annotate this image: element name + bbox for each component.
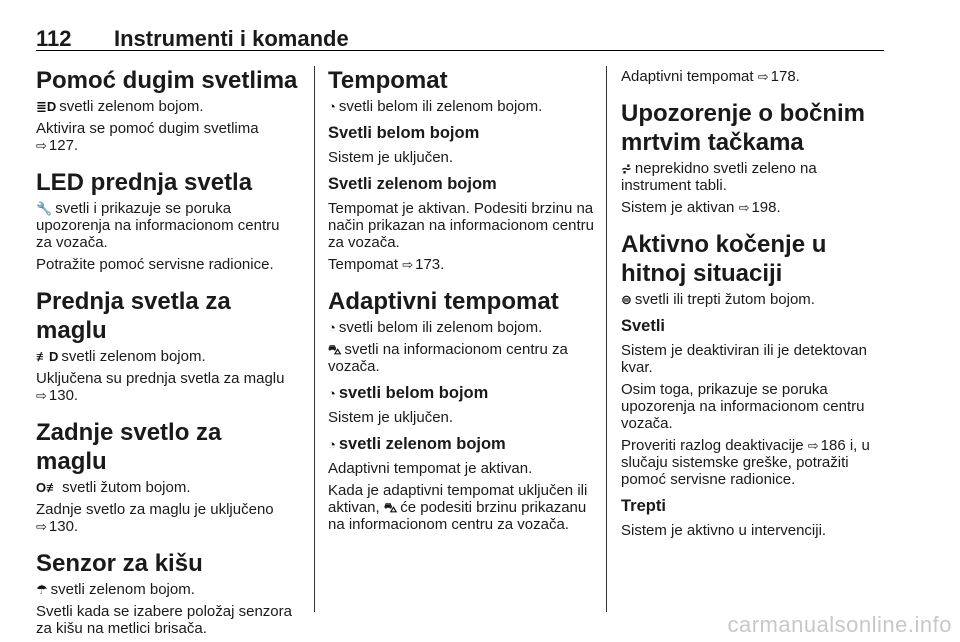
watermark: carmanualsonline.info [727,612,952,637]
column-3 [621,66,889,539]
section-heading: Upozorenje o bočnim mrtvim tačkama [621,100,866,156]
reference-arrow-icon: ⇨ [402,257,414,272]
reference-arrow-icon: ⇨ [757,69,769,84]
cruise-control-icon: ◔ [328,99,336,114]
subheading: Svetli [621,317,666,335]
subheading: Svetli belom bojom [328,124,480,142]
paragraph: Osim toga, prikazuje se poruka upozorenja na informacionom centru vozača. [621,381,865,432]
reference-arrow-icon: ⇨ [807,438,819,453]
paragraph: ☂ svetli zelenom bojom. [36,581,195,598]
wrench-icon: 🔧 [36,201,53,216]
paragraph: ◔ svetli belom ili zelenom bojom. [328,98,543,115]
page-title: Instrumenti i komande [114,26,349,51]
paragraph: Tempomat je aktivan. Podesiti brzinu na način prikazan na informacionom centru za vozača. [328,200,594,251]
paragraph: Sistem je deaktiviran ili je detektovan kvar. [621,342,867,376]
subheading: Trepti [621,497,666,515]
paragraph: O≢ svetli žutom bojom. [36,479,191,496]
section-heading: Senzor za kišu [36,550,203,577]
subheading: ◔ svetli belom bojom [328,384,489,402]
section-heading: Adaptivni tempomat [328,288,559,315]
paragraph: Sistem je aktivno u intervenciji. [621,522,827,539]
cruise-control-icon: ◔ [328,386,336,401]
reference-arrow-icon: ⇨ [36,138,47,153]
paragraph: Svetli kada se izabere položaj senzora za kišu na metlici brisača. [36,603,292,637]
paragraph: ⛍ svetli na informacionom centru za vozača. [328,341,568,375]
paragraph: Kada je adaptivni tempomat uključen ili aktivan, ⛍ će podesiti brzinu prikazanu na informacionom centru za vozača. [328,482,588,533]
rear-fog-light-icon: O≢ [36,480,60,495]
paragraph: Uključena su prednja svetla za maglu ⇨ 130. [36,370,285,404]
paragraph: ≢D svetli zelenom bojom. [36,348,206,365]
paragraph: Sistem je uključen. [328,409,454,426]
paragraph: Zadnje svetlo za maglu je uključeno ⇨ 130. [36,501,274,535]
column-2 [328,66,594,533]
section-heading: Prednja svetla za maglu [36,288,231,344]
paragraph: Sistem je aktivan ⇨ 198. [621,199,781,216]
section-heading: Pomoć dugim svetlima [36,67,298,94]
paragraph: Adaptivni tempomat je aktivan. [328,460,533,477]
paragraph: Potražite pomoć servisne radionice. [36,256,274,273]
section-heading: LED prednja svetla [36,169,253,196]
vehicle-ahead-icon: ⛍ [328,342,342,357]
paragraph: Adaptivni tempomat ⇨ 178. [621,68,800,85]
cruise-control-icon: ◔ [328,437,336,452]
cruise-control-icon: ◔ [328,320,336,335]
paragraph: 🔧 svetli i prikazuje se poruka upozorenja na informacionom centru za vozača. [36,200,280,251]
subheading: ◔ svetli zelenom bojom [328,435,506,453]
column-1 [36,66,298,637]
front-fog-light-icon: ≢D [36,349,59,364]
column-divider [314,66,315,612]
paragraph: Tempomat ⇨ 173. [328,256,445,273]
side-blind-spot-icon: ⩫ [621,161,632,176]
subheading: Svetli zelenom bojom [328,175,497,193]
paragraph: ◔ svetli belom ili zelenom bojom. [328,319,543,336]
vehicle-ahead-icon: ⛍ [383,500,398,515]
rain-sensor-icon: ☂ [36,582,48,597]
page-number: 112 [36,26,72,51]
column-divider [606,66,607,612]
page-header [36,26,884,51]
paragraph: Proveriti razlog deaktivacije ⇨ 186 i, u slučaju sistemske greške, potražiti pomoć servisne radionice. [621,437,870,488]
paragraph: Aktivira se pomoć dugim svetlima ⇨ 127. [36,120,259,154]
section-heading: Aktivno kočenje u hitnoj situaciji [621,231,827,287]
reference-arrow-icon: ⇨ [738,200,750,215]
section-heading: Zadnje svetlo za maglu [36,419,222,475]
paragraph: ⩫ neprekidno svetli zeleno na instrument tabli. [621,160,817,194]
section-heading: Tempomat [328,67,448,94]
paragraph: ⊜ svetli ili trepti žutom bojom. [621,291,815,308]
paragraph: Sistem je uključen. [328,149,454,166]
reference-arrow-icon: ⇨ [36,519,47,534]
paragraph: ≣D svetli zelenom bojom. [36,98,204,115]
reference-arrow-icon: ⇨ [36,388,47,403]
high-beam-assist-icon: ≣D [36,99,57,114]
emergency-braking-icon: ⊜ [621,292,632,307]
